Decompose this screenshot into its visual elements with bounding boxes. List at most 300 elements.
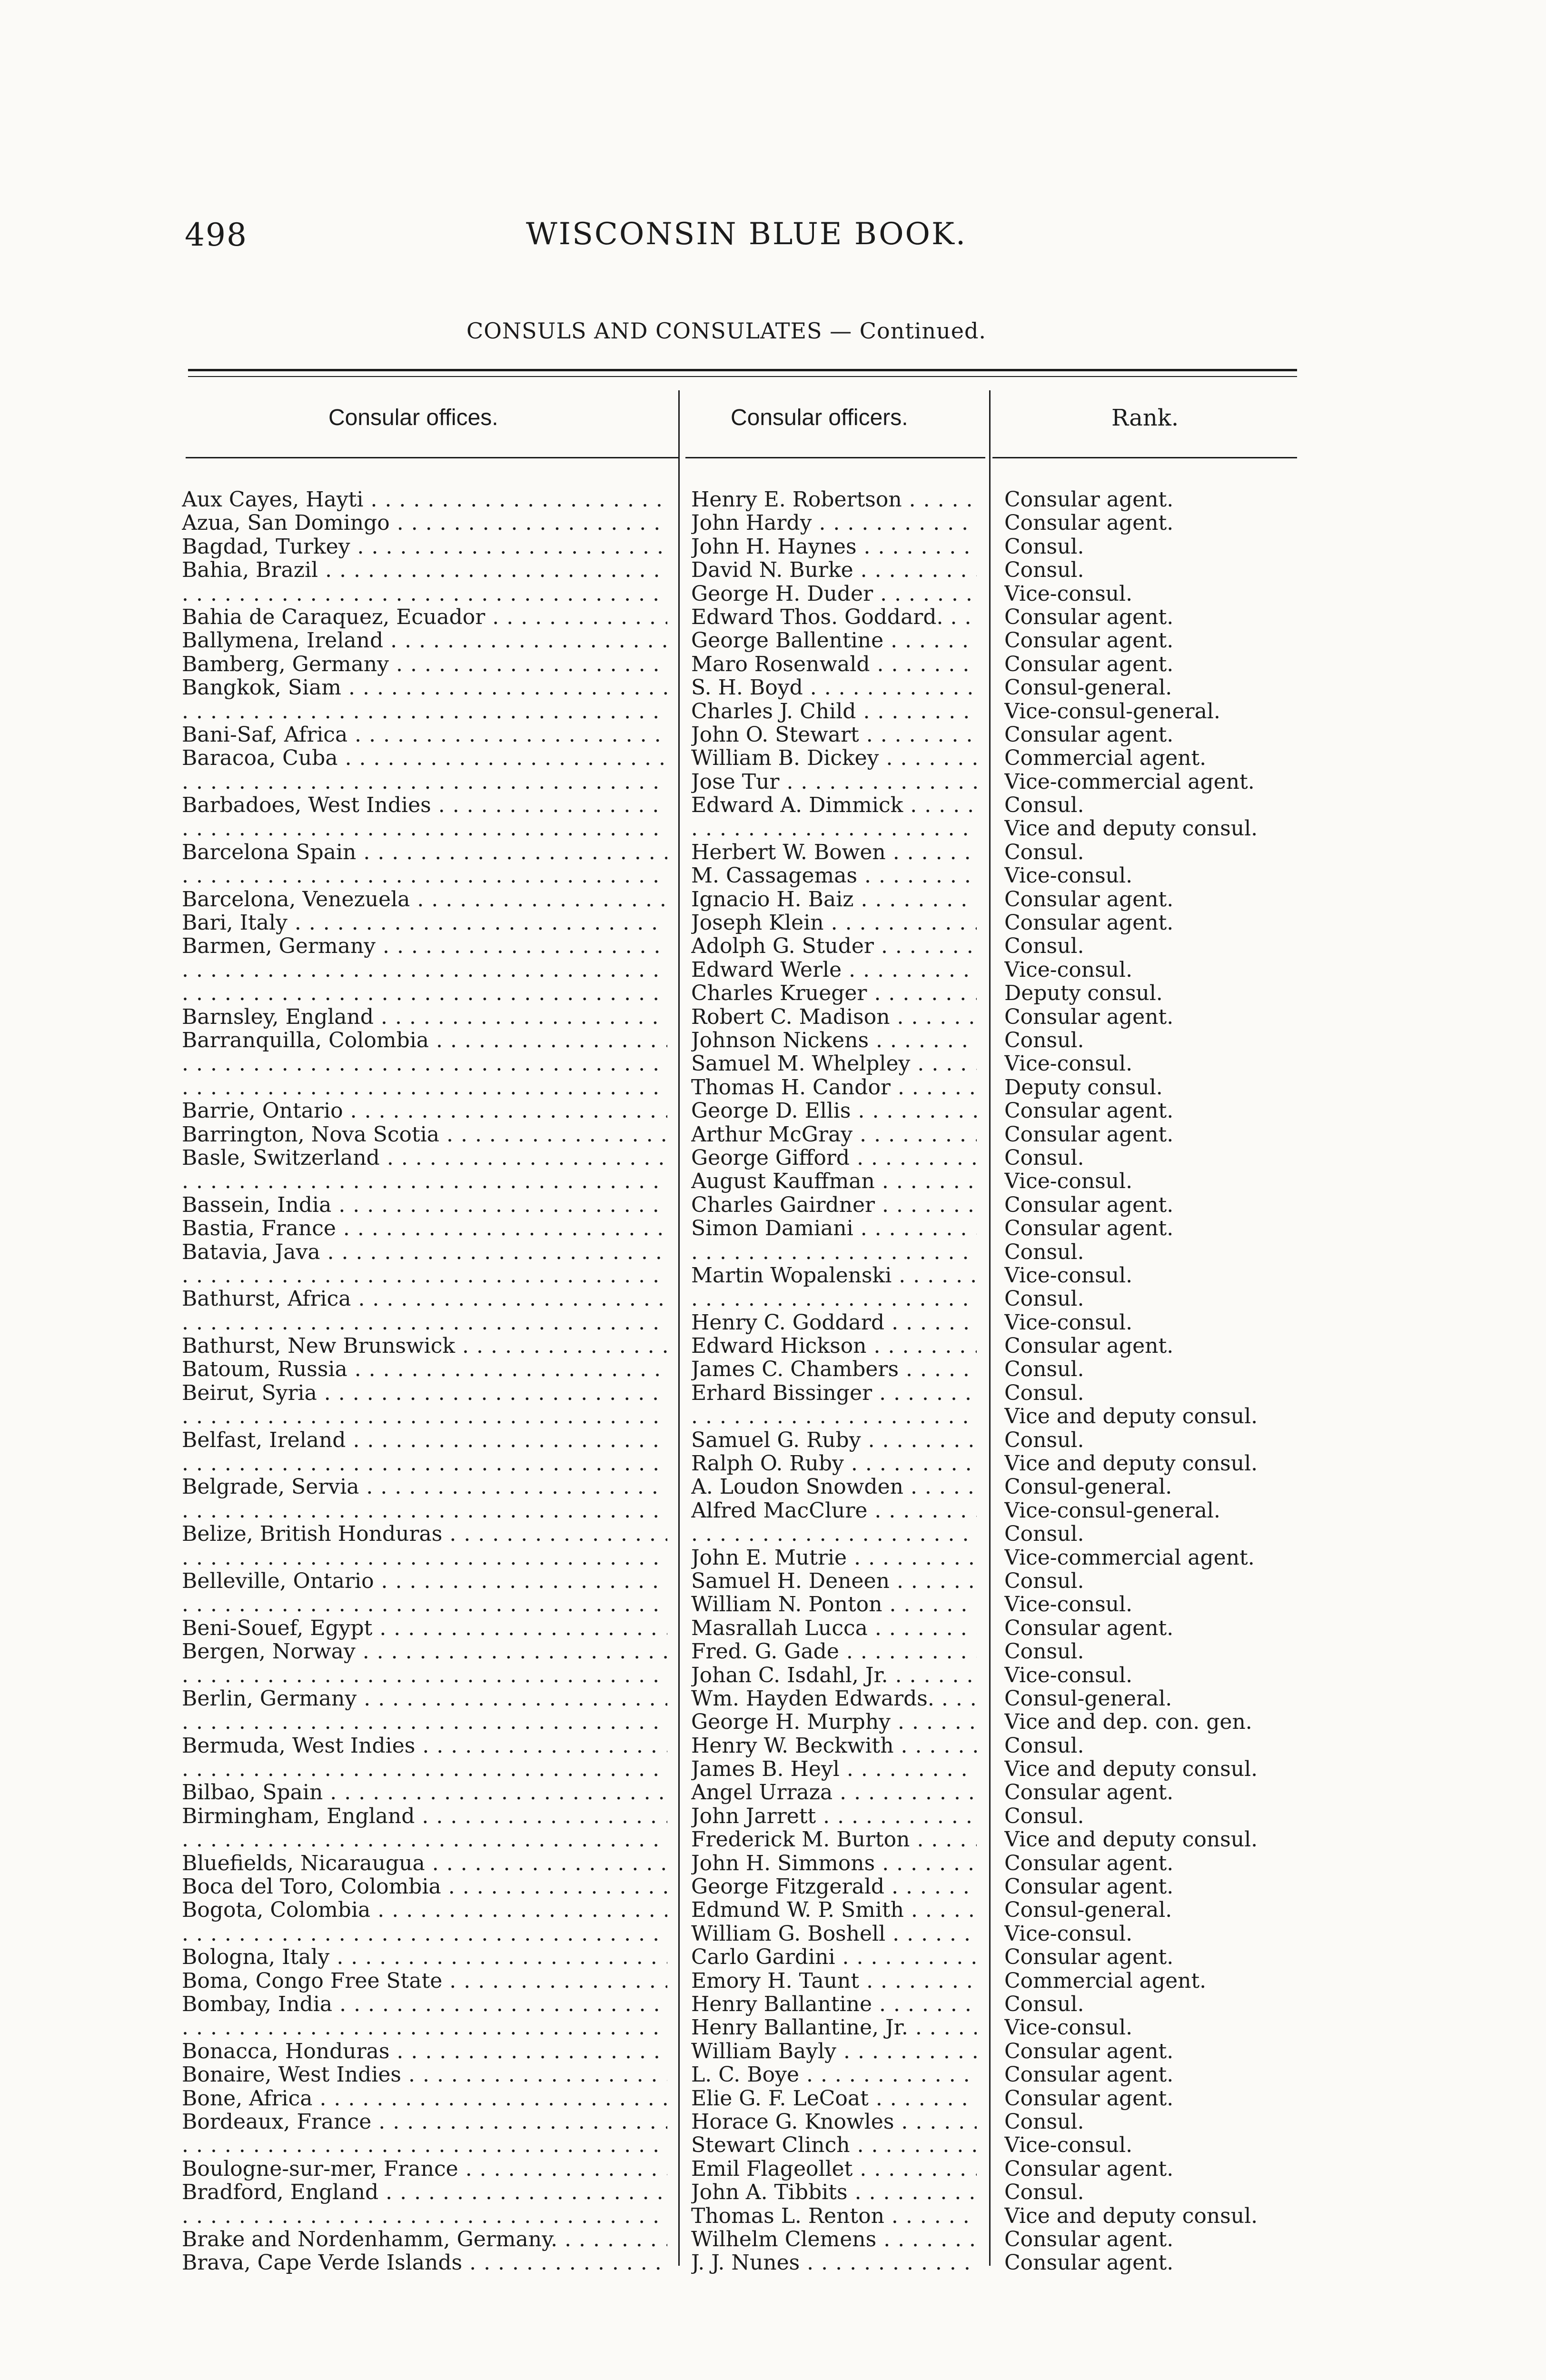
- consular-rank: Consul.: [1004, 1240, 1084, 1264]
- consular-office: [182, 817, 667, 840]
- consular-officer: Ignacio H. Baiz . . .: [691, 888, 977, 911]
- consular-officer: Wilhelm Clemens . . .: [691, 2228, 977, 2251]
- consular-rank: Consul.: [1004, 2110, 1084, 2134]
- consular-office: Bassein, India . . .: [182, 1193, 667, 1217]
- consular-officer: Edward Werle . . .: [691, 958, 977, 982]
- consular-rank: Consular agent.: [1004, 1334, 1174, 1358]
- table-row: [0, 1099, 1546, 1122]
- table-row: [0, 958, 1546, 982]
- consular-office: [182, 1452, 667, 1475]
- consular-officer: Edward A. Dimmick . . .: [691, 793, 977, 817]
- consular-office: Barbadoes, West Indies . . .: [182, 793, 667, 817]
- consular-rank: Consular agent.: [1004, 1616, 1174, 1640]
- table-row: [0, 1875, 1546, 1898]
- consular-officer: J. J. Nunes . . .: [691, 2251, 977, 2274]
- table-row: [0, 1616, 1546, 1640]
- consular-rank: Consular agent.: [1004, 911, 1174, 935]
- consular-rank: Consul.: [1004, 1734, 1084, 1758]
- consular-rank: Consul.: [1004, 934, 1084, 958]
- table-row: [0, 1052, 1546, 1075]
- consular-officer: Samuel M. Whelpley . . .: [691, 1052, 977, 1075]
- table-row: [0, 1569, 1546, 1593]
- consular-officer: David N. Burke . . .: [691, 558, 977, 582]
- table-row: [0, 1664, 1546, 1687]
- consular-rank: Vice and deputy consul.: [1004, 817, 1258, 841]
- consular-officer: John A. Tibbits . . .: [691, 2181, 977, 2204]
- consular-office: Barcelona, Venezuela . . .: [182, 888, 667, 911]
- table-row: [0, 1593, 1546, 1616]
- table-row: [0, 1076, 1546, 1099]
- consular-officer: Henry Ballantine, Jr. . . .: [691, 2016, 977, 2039]
- consular-officer: Joseph Klein . . .: [691, 911, 977, 934]
- consular-officer: Elie G. F. LeCoat . . .: [691, 2087, 977, 2110]
- consular-rank: Consul-general.: [1004, 676, 1172, 700]
- table-row: [0, 1029, 1546, 1052]
- consular-rank: Consular agent.: [1004, 2039, 1174, 2063]
- consular-office: Bahia de Caraquez, Ecuador . . .: [182, 605, 667, 629]
- consular-officer: [691, 1405, 977, 1428]
- consular-office: [182, 1922, 667, 1945]
- consular-officer: George Gifford . . .: [691, 1146, 977, 1170]
- consular-officer: August Kauffman . . .: [691, 1170, 977, 1193]
- consular-officer: Jose Tur . . .: [691, 770, 977, 793]
- table-row: [0, 770, 1546, 793]
- table-row: [0, 746, 1546, 770]
- consular-rank: Consular agent.: [1004, 511, 1174, 535]
- consular-officer: John Hardy . . .: [691, 511, 977, 535]
- table-row: [0, 700, 1546, 723]
- table-row: [0, 511, 1546, 535]
- consular-rank: Vice-consul.: [1004, 2016, 1133, 2040]
- consular-officer: Thomas H. Candor . . .: [691, 1076, 977, 1099]
- consular-office: [182, 1664, 667, 1687]
- consular-office: Belgrade, Servia . . .: [182, 1475, 667, 1498]
- table-row: [0, 1311, 1546, 1334]
- consular-rank: Vice-consul.: [1004, 1593, 1133, 1616]
- table-row: [0, 1264, 1546, 1287]
- table-row: [0, 1358, 1546, 1381]
- consular-rank: Consul.: [1004, 1287, 1084, 1311]
- table-row: [0, 864, 1546, 887]
- consular-office: Bani-Saf, Africa . . .: [182, 723, 667, 746]
- consular-office: Bergen, Norway . . .: [182, 1640, 667, 1663]
- table-row: [0, 1969, 1546, 1993]
- consular-office: Boma, Congo Free State . . .: [182, 1969, 667, 1993]
- table-row: [0, 582, 1546, 605]
- consular-officer: Arthur McGray . . .: [691, 1123, 977, 1146]
- consular-rank: Consul.: [1004, 2181, 1084, 2204]
- table-row: [0, 1381, 1546, 1405]
- table-row: [0, 1640, 1546, 1663]
- consular-office: Barranquilla, Colombia . . .: [182, 1029, 667, 1052]
- table-row: [0, 2016, 1546, 2039]
- table-row: [0, 1828, 1546, 1851]
- consular-rank: Consul.: [1004, 1358, 1084, 1381]
- consular-rank: Consul.: [1004, 1993, 1084, 2016]
- consular-officer: Simon Damiani . . .: [691, 1217, 977, 1240]
- consular-office: Barrington, Nova Scotia . . .: [182, 1123, 667, 1146]
- table-row: [0, 535, 1546, 558]
- table-row: [0, 1898, 1546, 1922]
- consular-rank: Consular agent.: [1004, 1122, 1174, 1146]
- table-row: [0, 2133, 1546, 2157]
- consular-office: Bermuda, West Indies . . .: [182, 1734, 667, 1757]
- consular-officer: George H. Duder . . .: [691, 582, 977, 605]
- table-row: [0, 2040, 1546, 2063]
- consular-office: Bonacca, Honduras . . .: [182, 2040, 667, 2063]
- consular-officer: Samuel H. Deneen . . .: [691, 1569, 977, 1593]
- table-top-rule: [188, 369, 1297, 371]
- consular-office: [182, 2204, 667, 2228]
- consular-office: Batoum, Russia . . .: [182, 1358, 667, 1381]
- consular-officer: William G. Boshell . . .: [691, 1922, 977, 1945]
- consular-officer: Samuel G. Ruby . . .: [691, 1428, 977, 1452]
- consular-rank: Consul-general.: [1004, 1686, 1172, 1711]
- consular-office: [182, 1170, 667, 1193]
- consular-rank: Consular agent.: [1004, 1099, 1174, 1123]
- consular-rank: Vice-consul-general.: [1004, 699, 1220, 723]
- consular-office: Beni-Souef, Egypt . . .: [182, 1616, 667, 1640]
- consular-rank: Vice-commercial agent.: [1004, 1546, 1255, 1569]
- consular-officer: John H. Simmons . . .: [691, 1852, 977, 1875]
- consular-officer: James B. Heyl . . .: [691, 1757, 977, 1781]
- consular-rank: Deputy consul.: [1004, 982, 1163, 1005]
- consular-officer: John O. Stewart . . .: [691, 723, 977, 746]
- consular-office: [182, 1593, 667, 1616]
- consular-office: [182, 2133, 667, 2157]
- consular-office: Bathurst, New Brunswick . . .: [182, 1334, 667, 1358]
- table-row: [0, 1781, 1546, 1804]
- table-row: [0, 1734, 1546, 1757]
- consular-officer: John Jarrett . . .: [691, 1805, 977, 1828]
- consular-officer: Henry Ballantine . . .: [691, 1993, 977, 2016]
- consular-officer: James C. Chambers . . .: [691, 1358, 977, 1381]
- consular-rank: Commercial agent.: [1004, 746, 1207, 770]
- consular-rank: Consul.: [1004, 535, 1084, 559]
- consular-office: Batavia, Java . . .: [182, 1240, 667, 1264]
- consular-officer: [691, 1522, 977, 1546]
- table-row: [0, 2181, 1546, 2204]
- table-row: [0, 605, 1546, 629]
- table-row: [0, 1123, 1546, 1146]
- consular-officer: Robert C. Madison . . .: [691, 1005, 977, 1029]
- table-row: [0, 1193, 1546, 1217]
- consular-officer: John H. Haynes . . .: [691, 535, 977, 558]
- page-number: 498: [185, 217, 248, 253]
- consular-office: Baracoa, Cuba . . .: [182, 746, 667, 770]
- table-row: [0, 1170, 1546, 1193]
- header-rule-rank: [992, 457, 1297, 458]
- consular-officer: Erhard Bissinger . . .: [691, 1381, 977, 1405]
- consular-rank: Consul.: [1004, 1522, 1084, 1546]
- consular-officer: Charles J. Child . . .: [691, 700, 977, 723]
- consular-rank: Consul.: [1004, 793, 1084, 817]
- consular-rank: Vice and dep. con. gen.: [1004, 1710, 1252, 1734]
- header-rule-officer: [685, 457, 985, 458]
- consular-officer: Thomas L. Renton . . .: [691, 2204, 977, 2228]
- consular-rank: Vice-consul.: [1004, 1052, 1133, 1076]
- table-row: [0, 1240, 1546, 1264]
- table-row: [0, 982, 1546, 1005]
- table-row: [0, 1687, 1546, 1710]
- table-row: [0, 2204, 1546, 2228]
- consular-office: [182, 1757, 667, 1781]
- consular-officer: William N. Ponton . . .: [691, 1593, 977, 1616]
- consular-office: Bone, Africa . . .: [182, 2087, 667, 2110]
- table-row: [0, 488, 1546, 511]
- table-row: [0, 1428, 1546, 1452]
- consular-office: Aux Cayes, Hayti . . .: [182, 488, 667, 511]
- consular-office: Belize, British Honduras . . .: [182, 1522, 667, 1546]
- consular-office: Bonaire, West Indies . . .: [182, 2063, 667, 2086]
- consular-officer: Johan C. Isdahl, Jr. . . .: [691, 1664, 977, 1687]
- consular-office: Bologna, Italy . . .: [182, 1945, 667, 1969]
- consular-office: [182, 958, 667, 982]
- consular-office: Basle, Switzerland . . .: [182, 1146, 667, 1170]
- consular-rank: Consular agent.: [1004, 1851, 1174, 1875]
- consular-office: Bathurst, Africa . . .: [182, 1287, 667, 1310]
- consular-office: Belleville, Ontario . . .: [182, 1569, 667, 1593]
- consular-rank: Consular agent.: [1004, 2157, 1174, 2181]
- consular-rank: Vice-commercial agent.: [1004, 770, 1255, 794]
- consular-officer: William Bayly . . .: [691, 2040, 977, 2063]
- table-row: [0, 558, 1546, 582]
- consular-officer: Frederick M. Burton . . .: [691, 1828, 977, 1851]
- consular-officer: George Fitzgerald . . .: [691, 1875, 977, 1898]
- consular-office: [182, 1710, 667, 1734]
- consular-officer: Edmund W. P. Smith . . .: [691, 1898, 977, 1922]
- consulates-table: [0, 488, 1546, 2275]
- table-row: [0, 2110, 1546, 2133]
- consular-office: Bamberg, Germany . . .: [182, 653, 667, 676]
- consular-rank: Consul.: [1004, 1381, 1084, 1405]
- consular-office: Bari, Italy . . .: [182, 911, 667, 934]
- table-row: [0, 1334, 1546, 1358]
- consular-rank: Consular agent.: [1004, 2063, 1174, 2087]
- table-row: [0, 888, 1546, 911]
- table-row: [0, 1217, 1546, 1240]
- consular-rank: Vice-consul.: [1004, 1310, 1133, 1335]
- consular-rank: Vice and deputy consul.: [1004, 1757, 1258, 1781]
- consular-officer: S. H. Boyd . . .: [691, 676, 977, 699]
- consular-officer: John E. Mutrie . . .: [691, 1546, 977, 1569]
- consular-rank: Consul.: [1004, 558, 1084, 582]
- consular-officer: Emory H. Taunt . . .: [691, 1969, 977, 1993]
- table-row: [0, 2251, 1546, 2274]
- consular-office: Bagdad, Turkey . . .: [182, 535, 667, 558]
- consular-rank: Vice and deputy consul.: [1004, 1405, 1258, 1428]
- table-row: [0, 1499, 1546, 1522]
- column-header-officer: Consular officers.: [731, 405, 908, 430]
- consular-officer: Carlo Gardini . . .: [691, 1945, 977, 1969]
- consular-officer: George H. Murphy . . .: [691, 1710, 977, 1734]
- table-row: [0, 2157, 1546, 2181]
- consular-officer: Henry E. Robertson . . .: [691, 488, 977, 511]
- consular-rank: Vice-consul.: [1004, 2133, 1133, 2157]
- consular-office: Belfast, Ireland . . .: [182, 1428, 667, 1452]
- consular-office: Brava, Cape Verde Islands . . .: [182, 2251, 667, 2274]
- consular-rank: Deputy consul.: [1004, 1075, 1163, 1100]
- consular-rank: Consul.: [1004, 1028, 1084, 1052]
- consular-office: [182, 1311, 667, 1334]
- consular-office: [182, 1828, 667, 1851]
- consular-rank: Consular agent.: [1004, 1217, 1174, 1240]
- consular-rank: Vice-consul.: [1004, 1170, 1133, 1193]
- consular-office: Barnsley, England . . .: [182, 1005, 667, 1029]
- table-row: [0, 2063, 1546, 2086]
- table-top-rule-thin: [188, 376, 1297, 377]
- consular-officer: Herbert W. Bowen . . .: [691, 841, 977, 864]
- consular-office: [182, 1405, 667, 1428]
- consular-rank: Consul.: [1004, 1569, 1084, 1593]
- consular-officer: George Ballentine . . .: [691, 629, 977, 652]
- table-row: [0, 1146, 1546, 1170]
- table-row: [0, 817, 1546, 840]
- consular-rank: Consular agent.: [1004, 1193, 1174, 1217]
- consular-office: Birmingham, England . . .: [182, 1805, 667, 1828]
- consular-rank: Vice-consul.: [1004, 1922, 1133, 1946]
- consular-rank: Consular agent.: [1004, 488, 1174, 512]
- table-row: [0, 2228, 1546, 2251]
- consular-office: Bluefields, Nicaraugua . . .: [182, 1852, 667, 1875]
- consular-rank: Commercial agent.: [1004, 1969, 1207, 1993]
- column-header-office: Consular offices.: [328, 405, 498, 430]
- column-header-rank: Rank.: [1111, 405, 1179, 431]
- consular-officer: William B. Dickey . . .: [691, 746, 977, 770]
- consular-rank: Consular agent.: [1004, 1875, 1174, 1899]
- consular-officer: [691, 1287, 977, 1310]
- consular-officer: Angel Urraza . . .: [691, 1781, 977, 1804]
- consular-officer: Alfred MacClure . . .: [691, 1499, 977, 1522]
- consular-officer: Maro Rosenwald . . .: [691, 653, 977, 676]
- consular-officer: Johnson Nickens . . .: [691, 1029, 977, 1052]
- consular-office: Brake and Nordenhamm, Germany. . . .: [182, 2228, 667, 2251]
- consular-rank: Vice-consul.: [1004, 1263, 1133, 1288]
- consular-office: [182, 1076, 667, 1099]
- consular-office: Bahia, Brazil . . .: [182, 558, 667, 582]
- consular-office: Ballymena, Ireland . . .: [182, 629, 667, 652]
- consular-rank: Consular agent.: [1004, 1945, 1174, 1969]
- table-row: [0, 793, 1546, 817]
- table-row: [0, 1405, 1546, 1428]
- table-row: [0, 1005, 1546, 1029]
- consular-office: Bogota, Colombia . . .: [182, 1898, 667, 1922]
- consular-office: Boulogne-sur-mer, France . . .: [182, 2157, 667, 2181]
- consular-office: Bombay, India . . .: [182, 1993, 667, 2016]
- consular-officer: Henry W. Beckwith . . .: [691, 1734, 977, 1757]
- consular-officer: Charles Gairdner . . .: [691, 1193, 977, 1217]
- consular-rank: Consul.: [1004, 840, 1084, 864]
- consular-office: [182, 582, 667, 605]
- consular-rank: Vice-consul.: [1004, 864, 1133, 888]
- consular-office: [182, 1546, 667, 1569]
- running-title: WISCONSIN BLUE BOOK.: [526, 217, 967, 252]
- consular-office: Boca del Toro, Colombia . . .: [182, 1875, 667, 1898]
- table-row: [0, 629, 1546, 652]
- consular-rank: Consular agent.: [1004, 1781, 1174, 1805]
- table-row: [0, 676, 1546, 699]
- consular-rank: Vice and deputy consul.: [1004, 2204, 1258, 2228]
- consular-rank: Consular agent.: [1004, 1005, 1174, 1029]
- consular-rank: Vice-consul-general.: [1004, 1498, 1220, 1523]
- consular-officer: Wm. Hayden Edwards. . . .: [691, 1687, 977, 1710]
- consular-officer: M. Cassagemas . . .: [691, 864, 977, 887]
- consular-office: Azua, San Domingo . . .: [182, 511, 667, 535]
- table-row: [0, 1805, 1546, 1828]
- consular-rank: Vice-consul.: [1004, 582, 1133, 605]
- consular-rank: Consul.: [1004, 1428, 1084, 1452]
- consular-office: Barcelona Spain . . .: [182, 841, 667, 864]
- consular-officer: Horace G. Knowles . . .: [691, 2110, 977, 2133]
- consular-office: [182, 770, 667, 793]
- table-row: [0, 841, 1546, 864]
- consular-office: Barrie, Ontario . . .: [182, 1099, 667, 1122]
- table-row: [0, 1522, 1546, 1546]
- consular-office: Beirut, Syria . . .: [182, 1381, 667, 1405]
- table-row: [0, 1993, 1546, 2016]
- consular-rank: Consular agent.: [1004, 652, 1174, 676]
- consular-officer: Henry C. Goddard . . .: [691, 1311, 977, 1334]
- consular-rank: Vice-consul.: [1004, 1663, 1133, 1687]
- consular-rank: Consul.: [1004, 1804, 1084, 1828]
- consular-rank: Vice-consul.: [1004, 958, 1133, 982]
- consular-office: Bastia, France . . .: [182, 1217, 667, 1240]
- consular-rank: Consul.: [1004, 1146, 1084, 1170]
- consular-rank: Consular agent.: [1004, 629, 1174, 653]
- consular-officer: Fred. G. Gade . . .: [691, 1640, 977, 1663]
- consular-officer: L. C. Boye . . .: [691, 2063, 977, 2086]
- consular-rank: Consul.: [1004, 1640, 1084, 1664]
- consular-rank: Vice and deputy consul.: [1004, 1452, 1258, 1476]
- consular-office: Barmen, Germany . . .: [182, 934, 667, 958]
- consular-officer: George D. Ellis . . .: [691, 1099, 977, 1122]
- consular-officer: A. Loudon Snowden . . .: [691, 1475, 977, 1498]
- table-row: [0, 653, 1546, 676]
- consular-office: [182, 1499, 667, 1522]
- table-row: [0, 1852, 1546, 1875]
- consular-office: [182, 700, 667, 723]
- consular-rank: Consular agent.: [1004, 887, 1174, 912]
- table-row: [0, 934, 1546, 958]
- consular-officer: [691, 817, 977, 840]
- consular-rank: Consul-general.: [1004, 1475, 1172, 1499]
- consular-rank: Consular agent.: [1004, 2251, 1174, 2275]
- table-row: [0, 1922, 1546, 1945]
- table-title: CONSULS AND CONSULATES — Continued.: [466, 318, 987, 344]
- consular-rank: Vice and deputy consul.: [1004, 1828, 1258, 1852]
- table-row: [0, 911, 1546, 934]
- consular-office: Bradford, England . . .: [182, 2181, 667, 2204]
- table-row: [0, 1475, 1546, 1498]
- consular-officer: Stewart Clinch . . .: [691, 2133, 977, 2157]
- header-rule-office: [186, 457, 678, 458]
- consular-office: [182, 2016, 667, 2039]
- consular-officer: Charles Krueger . . .: [691, 982, 977, 1005]
- consular-rank: Consul-general.: [1004, 1898, 1172, 1922]
- consular-officer: Masrallah Lucca . . .: [691, 1616, 977, 1640]
- consular-office: [182, 1052, 667, 1075]
- consular-officer: Adolph G. Studer . . .: [691, 934, 977, 958]
- table-row: [0, 1945, 1546, 1969]
- consular-officer: Emil Flageollet . . .: [691, 2157, 977, 2181]
- consular-officer: Edward Thos. Goddard. . . .: [691, 605, 977, 629]
- table-row: [0, 1546, 1546, 1569]
- table-row: [0, 1710, 1546, 1734]
- consular-officer: Edward Hickson . . .: [691, 1334, 977, 1358]
- consular-rank: Consular agent.: [1004, 723, 1174, 747]
- consular-officer: Ralph O. Ruby . . .: [691, 1452, 977, 1475]
- table-row: [0, 1452, 1546, 1475]
